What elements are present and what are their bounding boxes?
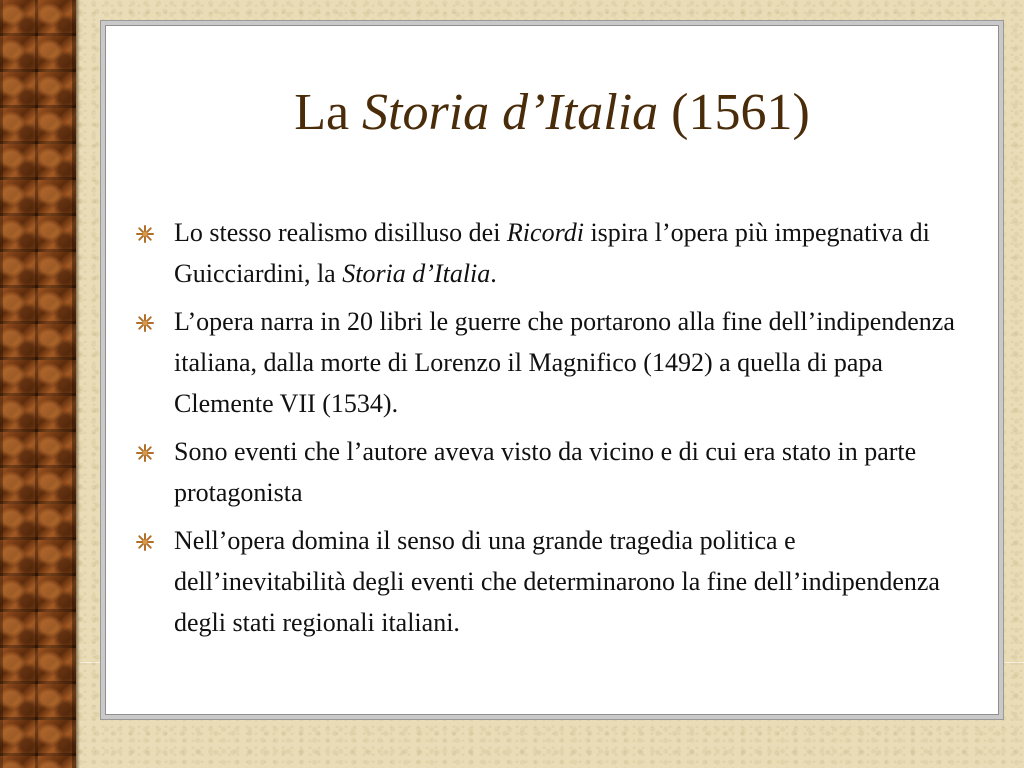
- bullet-text: [174, 437, 916, 507]
- asterisk-star-icon: [136, 444, 154, 462]
- slide-frame: [100, 20, 1004, 720]
- asterisk-star-icon: [136, 225, 154, 243]
- bullet-italic-text: Ricordi: [506, 218, 584, 247]
- bullet-text: [174, 526, 940, 637]
- bullet-text: [174, 307, 955, 418]
- bullet-item: [130, 520, 966, 643]
- bullet-text-part: L’opera narra in 20 libri le guerre che portarono alla fine dell’indipendenza italiana, dalla morte di Lorenzo il Magnifico (1492) a quella di papa Clemente VII (1534).: [174, 307, 955, 418]
- decorative-side-strip: [0, 0, 76, 768]
- bullet-text-part: .: [490, 259, 497, 288]
- slide-title: [106, 84, 998, 141]
- slide-title-italic: Storia d’Italia: [362, 84, 659, 141]
- bullet-item: [130, 301, 966, 424]
- bullet-text-part: ispira l’opera più impegnativa di Guicciardini, la: [174, 218, 930, 288]
- side-strip-shadow: [76, 0, 80, 768]
- asterisk-star-icon: [136, 533, 154, 551]
- bullet-item: [130, 212, 966, 294]
- slide-title-suffix: (1561): [658, 84, 810, 141]
- asterisk-star-icon: [136, 314, 154, 332]
- slide-panel: [105, 25, 999, 715]
- bullet-text-part: Nell’opera domina il senso di una grande tragedia politica e dell’inevitabilità degli eventi che determinarono la fine dell’indipendenza degli stati regionali italiani.: [174, 526, 940, 637]
- bullet-italic-text: Storia d’Italia: [342, 259, 491, 288]
- bullet-list: [130, 212, 966, 650]
- bullet-item: [130, 431, 966, 513]
- bullet-text: [174, 218, 930, 288]
- bullet-text-part: Sono eventi che l’autore aveva visto da vicino e di cui era stato in parte protagonista: [174, 437, 917, 507]
- slide-title-prefix: La: [294, 84, 363, 141]
- bullet-text-part: Lo stesso realismo disilluso dei: [174, 218, 507, 247]
